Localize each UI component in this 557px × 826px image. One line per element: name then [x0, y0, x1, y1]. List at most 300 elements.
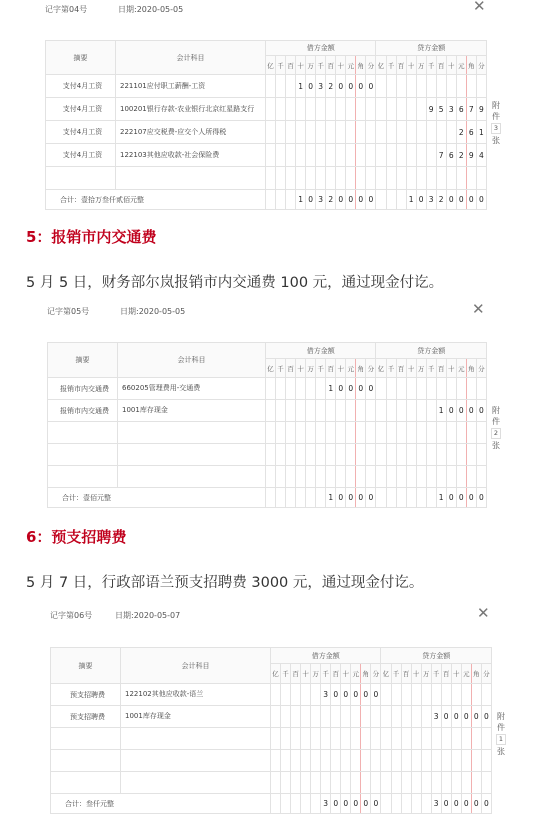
- debit-digit: [316, 167, 326, 190]
- credit-digit: [376, 144, 386, 167]
- total-debit-digit: 0: [336, 488, 346, 508]
- unit-credit-1: 千: [386, 56, 396, 75]
- total-debit-digit: [286, 190, 296, 210]
- credit-digit: 0: [471, 706, 481, 728]
- column-header-credit: 贷方金额: [376, 343, 486, 359]
- credit-digit: [426, 75, 436, 98]
- row-account: 1001库存现金: [121, 706, 271, 728]
- credit-digit: 0: [466, 400, 476, 422]
- unit-debit-5: 千: [321, 664, 331, 684]
- debit-digit: [371, 706, 381, 728]
- total-credit-digit: 1: [436, 488, 446, 508]
- debit-digit: 1: [296, 75, 306, 98]
- debit-digit: [341, 772, 351, 794]
- credit-digit: [411, 728, 421, 750]
- table-row: [51, 706, 492, 728]
- credit-digit: [411, 750, 421, 772]
- credit-digit: 4: [476, 144, 486, 167]
- unit-credit-4: 万: [416, 56, 426, 75]
- debit-digit: [311, 750, 321, 772]
- unit-credit-10: 分: [481, 664, 491, 684]
- debit-digit: [296, 444, 306, 466]
- debit-digit: [296, 144, 306, 167]
- debit-digit: [316, 144, 326, 167]
- debit-digit: [266, 144, 276, 167]
- credit-digit: [381, 728, 391, 750]
- total-debit-digit: 0: [356, 190, 366, 210]
- debit-digit: [266, 466, 276, 488]
- debit-digit: [276, 466, 286, 488]
- credit-digit: [381, 772, 391, 794]
- credit-digit: [406, 144, 416, 167]
- credit-digit: [396, 75, 406, 98]
- unit-credit-7: 十: [446, 56, 456, 75]
- voucher-04: [0, 0, 557, 212]
- unit-credit-3: 十: [411, 664, 421, 684]
- credit-digit: [446, 167, 456, 190]
- total-credit-digit: 0: [461, 794, 471, 814]
- credit-digit: [411, 706, 421, 728]
- row-summary: [51, 750, 121, 772]
- credit-digit: [436, 167, 446, 190]
- credit-digit: [441, 750, 451, 772]
- credit-digit: [436, 378, 446, 400]
- table-row: [48, 422, 487, 444]
- debit-digit: [331, 772, 341, 794]
- debit-digit: [351, 706, 361, 728]
- credit-digit: [481, 750, 491, 772]
- unit-debit-0: 亿: [271, 664, 281, 684]
- close-icon[interactable]: ✕: [472, 300, 485, 318]
- debit-digit: [346, 422, 356, 444]
- credit-digit: [376, 167, 386, 190]
- credit-digit: [426, 121, 436, 144]
- row-account: [121, 728, 271, 750]
- credit-digit: [386, 400, 396, 422]
- total-label: 合计：叁仟元整: [51, 794, 271, 814]
- total-credit-digit: [421, 794, 431, 814]
- unit-credit-1: 千: [391, 664, 401, 684]
- unit-debit-3: 十: [301, 664, 311, 684]
- debit-digit: [341, 706, 351, 728]
- debit-digit: [281, 728, 291, 750]
- section-title-6: 6：预支招聘费: [26, 528, 127, 546]
- debit-digit: 1: [326, 378, 336, 400]
- debit-digit: [336, 400, 346, 422]
- unit-credit-8: 元: [456, 359, 466, 378]
- total-debit-digit: [311, 794, 321, 814]
- credit-digit: 0: [446, 400, 456, 422]
- debit-digit: [311, 684, 321, 706]
- debit-digit: [286, 98, 296, 121]
- total-credit-digit: 3: [426, 190, 436, 210]
- unit-credit-7: 十: [451, 664, 461, 684]
- unit-credit-4: 万: [421, 664, 431, 684]
- debit-digit: [306, 378, 316, 400]
- total-credit-digit: 0: [471, 794, 481, 814]
- credit-digit: 9: [426, 98, 436, 121]
- total-debit-digit: 0: [356, 488, 366, 508]
- close-icon[interactable]: ✕: [473, 0, 486, 15]
- column-header-summary: 摘要: [46, 41, 116, 75]
- section-text-6: 5 月 7 日，行政部语兰预支招聘费 3000 元，通过现金付讫。: [26, 575, 424, 591]
- debit-digit: [346, 121, 356, 144]
- credit-digit: [401, 706, 411, 728]
- debit-digit: [361, 728, 371, 750]
- credit-digit: [396, 444, 406, 466]
- unit-debit-0: 亿: [266, 359, 276, 378]
- debit-digit: [291, 684, 301, 706]
- debit-digit: [356, 121, 366, 144]
- debit-digit: [271, 706, 281, 728]
- debit-digit: 0: [336, 378, 346, 400]
- credit-digit: [376, 121, 386, 144]
- unit-debit-7: 十: [341, 664, 351, 684]
- credit-digit: [446, 444, 456, 466]
- credit-digit: [376, 75, 386, 98]
- total-debit-digit: 3: [321, 794, 331, 814]
- debit-digit: [316, 98, 326, 121]
- credit-digit: [396, 167, 406, 190]
- debit-digit: [271, 684, 281, 706]
- voucher-number: 记字第04号: [45, 5, 88, 14]
- credit-digit: [386, 75, 396, 98]
- credit-digit: [406, 75, 416, 98]
- row-summary: 报销市内交通费: [48, 400, 118, 422]
- credit-digit: [396, 121, 406, 144]
- total-debit-digit: 0: [366, 488, 376, 508]
- total-credit-digit: [386, 488, 396, 508]
- debit-digit: [306, 400, 316, 422]
- debit-digit: [276, 422, 286, 444]
- unit-credit-6: 百: [441, 664, 451, 684]
- credit-digit: [406, 400, 416, 422]
- total-debit-digit: [281, 794, 291, 814]
- credit-digit: [396, 422, 406, 444]
- debit-digit: [331, 706, 341, 728]
- debit-digit: [276, 144, 286, 167]
- row-summary: 预支招聘费: [51, 684, 121, 706]
- debit-digit: [306, 422, 316, 444]
- credit-digit: [406, 98, 416, 121]
- credit-digit: 7: [466, 98, 476, 121]
- credit-digit: [406, 466, 416, 488]
- debit-digit: [316, 400, 326, 422]
- total-credit-digit: 0: [456, 488, 466, 508]
- credit-digit: [471, 684, 481, 706]
- debit-digit: [331, 728, 341, 750]
- row-account: 221101应付职工薪酬-工资: [116, 75, 266, 98]
- debit-digit: [276, 167, 286, 190]
- row-account: 660205管理费用-交通费: [118, 378, 266, 400]
- credit-digit: 2: [456, 121, 466, 144]
- credit-digit: [451, 772, 461, 794]
- credit-digit: [416, 144, 426, 167]
- credit-digit: [436, 422, 446, 444]
- debit-digit: [371, 750, 381, 772]
- unit-credit-1: 千: [386, 359, 396, 378]
- debit-digit: [296, 98, 306, 121]
- unit-debit-3: 十: [296, 56, 306, 75]
- debit-digit: [346, 444, 356, 466]
- total-label: 合计：壹拾万叁仟贰佰元整: [46, 190, 266, 210]
- credit-digit: [446, 422, 456, 444]
- debit-digit: [331, 750, 341, 772]
- credit-digit: [476, 466, 486, 488]
- debit-digit: [291, 728, 301, 750]
- row-summary: 支付4月工资: [46, 98, 116, 121]
- table-row: [51, 684, 492, 706]
- credit-digit: [401, 750, 411, 772]
- row-summary: [48, 422, 118, 444]
- total-debit-digit: 0: [341, 794, 351, 814]
- debit-digit: [286, 144, 296, 167]
- debit-digit: [306, 121, 316, 144]
- row-account: [121, 772, 271, 794]
- total-credit-digit: [416, 488, 426, 508]
- unit-debit-2: 百: [286, 56, 296, 75]
- debit-digit: [296, 422, 306, 444]
- credit-digit: [461, 750, 471, 772]
- debit-digit: [326, 466, 336, 488]
- debit-digit: [346, 466, 356, 488]
- debit-digit: [316, 378, 326, 400]
- credit-digit: [446, 466, 456, 488]
- debit-digit: [341, 728, 351, 750]
- debit-digit: [266, 444, 276, 466]
- total-credit-digit: [376, 190, 386, 210]
- credit-digit: [406, 422, 416, 444]
- credit-digit: [456, 167, 466, 190]
- row-account: [118, 422, 266, 444]
- credit-digit: [471, 772, 481, 794]
- debit-digit: [336, 167, 346, 190]
- debit-digit: [286, 378, 296, 400]
- total-credit-digit: 1: [406, 190, 416, 210]
- debit-digit: [366, 144, 376, 167]
- debit-digit: [336, 422, 346, 444]
- credit-digit: [411, 772, 421, 794]
- unit-debit-0: 亿: [266, 56, 276, 75]
- row-summary: 支付4月工资: [46, 144, 116, 167]
- total-debit-digit: [266, 488, 276, 508]
- total-credit-digit: 0: [441, 794, 451, 814]
- credit-digit: [391, 750, 401, 772]
- unit-debit-1: 千: [276, 56, 286, 75]
- unit-debit-8: 元: [346, 359, 356, 378]
- credit-digit: [381, 706, 391, 728]
- total-credit-digit: [386, 190, 396, 210]
- debit-digit: [266, 378, 276, 400]
- credit-digit: [476, 444, 486, 466]
- debit-digit: [321, 750, 331, 772]
- credit-digit: 1: [436, 400, 446, 422]
- credit-digit: [426, 144, 436, 167]
- unit-credit-9: 角: [471, 664, 481, 684]
- debit-digit: [266, 75, 276, 98]
- row-account: 100201银行存款-农业银行北京红星路支行: [116, 98, 266, 121]
- total-credit-digit: [411, 794, 421, 814]
- debit-digit: [336, 444, 346, 466]
- total-credit-digit: 0: [481, 794, 491, 814]
- debit-digit: [351, 772, 361, 794]
- total-debit-digit: [271, 794, 281, 814]
- credit-digit: [426, 378, 436, 400]
- debit-digit: [276, 444, 286, 466]
- row-account: [116, 167, 266, 190]
- column-header-debit: 借方金额: [266, 343, 376, 359]
- debit-digit: 0: [356, 75, 366, 98]
- credit-digit: [451, 684, 461, 706]
- row-account: 122102其他应收款-语兰: [121, 684, 271, 706]
- unit-credit-2: 百: [401, 664, 411, 684]
- debit-digit: [346, 98, 356, 121]
- unit-debit-7: 十: [336, 56, 346, 75]
- total-credit-digit: 0: [416, 190, 426, 210]
- row-summary: [51, 772, 121, 794]
- total-row: [48, 488, 487, 508]
- row-summary: [48, 444, 118, 466]
- credit-digit: 0: [441, 706, 451, 728]
- unit-debit-4: 万: [306, 56, 316, 75]
- unit-credit-10: 分: [476, 359, 486, 378]
- unit-debit-10: 分: [366, 56, 376, 75]
- total-credit-digit: 0: [466, 488, 476, 508]
- debit-digit: 2: [326, 75, 336, 98]
- total-debit-digit: 0: [371, 794, 381, 814]
- credit-digit: [466, 167, 476, 190]
- credit-digit: [426, 422, 436, 444]
- debit-digit: [321, 772, 331, 794]
- unit-credit-3: 十: [406, 359, 416, 378]
- credit-digit: [421, 706, 431, 728]
- credit-digit: [421, 684, 431, 706]
- credit-digit: 0: [476, 400, 486, 422]
- unit-debit-9: 角: [356, 56, 366, 75]
- close-icon[interactable]: ✕: [477, 604, 490, 622]
- credit-digit: [476, 75, 486, 98]
- total-credit-digit: 0: [451, 794, 461, 814]
- table-row: [46, 121, 487, 144]
- credit-digit: [466, 466, 476, 488]
- credit-digit: 9: [466, 144, 476, 167]
- credit-digit: [386, 98, 396, 121]
- debit-digit: [281, 750, 291, 772]
- attachment-count: 附 件 3 张: [492, 101, 500, 145]
- credit-digit: [481, 772, 491, 794]
- unit-debit-10: 分: [371, 664, 381, 684]
- unit-debit-2: 百: [286, 359, 296, 378]
- total-debit-digit: [301, 794, 311, 814]
- debit-digit: [346, 144, 356, 167]
- debit-digit: [351, 750, 361, 772]
- total-debit-digit: 0: [361, 794, 371, 814]
- credit-digit: 2: [456, 144, 466, 167]
- debit-digit: [356, 144, 366, 167]
- credit-digit: [401, 728, 411, 750]
- credit-digit: 3: [446, 98, 456, 121]
- unit-credit-2: 百: [396, 56, 406, 75]
- debit-digit: [366, 444, 376, 466]
- total-credit-digit: [381, 794, 391, 814]
- unit-debit-6: 百: [326, 56, 336, 75]
- unit-debit-9: 角: [361, 664, 371, 684]
- row-summary: [46, 167, 116, 190]
- debit-digit: 0: [336, 75, 346, 98]
- credit-digit: [421, 728, 431, 750]
- attachment-count: 附 件 1 张: [497, 712, 505, 756]
- debit-digit: [336, 121, 346, 144]
- debit-digit: [311, 772, 321, 794]
- debit-digit: [366, 121, 376, 144]
- debit-digit: [311, 706, 321, 728]
- total-debit-digit: 0: [366, 190, 376, 210]
- debit-digit: [351, 728, 361, 750]
- credit-digit: [481, 684, 491, 706]
- credit-digit: 0: [481, 706, 491, 728]
- debit-digit: [291, 750, 301, 772]
- debit-digit: [266, 121, 276, 144]
- column-header-debit: 借方金额: [271, 648, 381, 664]
- unit-debit-4: 万: [311, 664, 321, 684]
- unit-debit-7: 十: [336, 359, 346, 378]
- table-row: [48, 466, 487, 488]
- credit-digit: [416, 400, 426, 422]
- credit-digit: [466, 444, 476, 466]
- credit-digit: [386, 466, 396, 488]
- debit-digit: [371, 728, 381, 750]
- credit-digit: [411, 684, 421, 706]
- debit-digit: [291, 772, 301, 794]
- debit-digit: [286, 121, 296, 144]
- credit-digit: [416, 167, 426, 190]
- credit-digit: [466, 378, 476, 400]
- row-account: [118, 466, 266, 488]
- total-debit-digit: [296, 488, 306, 508]
- unit-credit-3: 十: [406, 56, 416, 75]
- unit-debit-5: 千: [316, 359, 326, 378]
- unit-credit-8: 元: [456, 56, 466, 75]
- voucher-date: 日期:2020-05-07: [115, 611, 181, 620]
- debit-digit: [286, 422, 296, 444]
- section-text-5: 5 月 5 日，财务部尔岚报销市内交通费 100 元，通过现金付讫。: [26, 275, 444, 291]
- credit-digit: [386, 121, 396, 144]
- debit-digit: [321, 728, 331, 750]
- debit-digit: [301, 706, 311, 728]
- credit-digit: [406, 121, 416, 144]
- total-credit-digit: 0: [446, 488, 456, 508]
- debit-digit: [266, 167, 276, 190]
- unit-debit-10: 分: [366, 359, 376, 378]
- credit-digit: [456, 75, 466, 98]
- debit-digit: [341, 750, 351, 772]
- debit-digit: [366, 167, 376, 190]
- credit-digit: [376, 378, 386, 400]
- row-summary: [48, 466, 118, 488]
- column-header-account: 会计科目: [118, 343, 266, 378]
- unit-debit-5: 千: [316, 56, 326, 75]
- credit-digit: [396, 378, 406, 400]
- debit-digit: [266, 422, 276, 444]
- debit-digit: 0: [331, 684, 341, 706]
- debit-digit: [271, 772, 281, 794]
- debit-digit: 0: [341, 684, 351, 706]
- debit-digit: [366, 466, 376, 488]
- total-debit-digit: 0: [346, 488, 356, 508]
- unit-credit-2: 百: [396, 359, 406, 378]
- debit-digit: [266, 98, 276, 121]
- debit-digit: 0: [346, 75, 356, 98]
